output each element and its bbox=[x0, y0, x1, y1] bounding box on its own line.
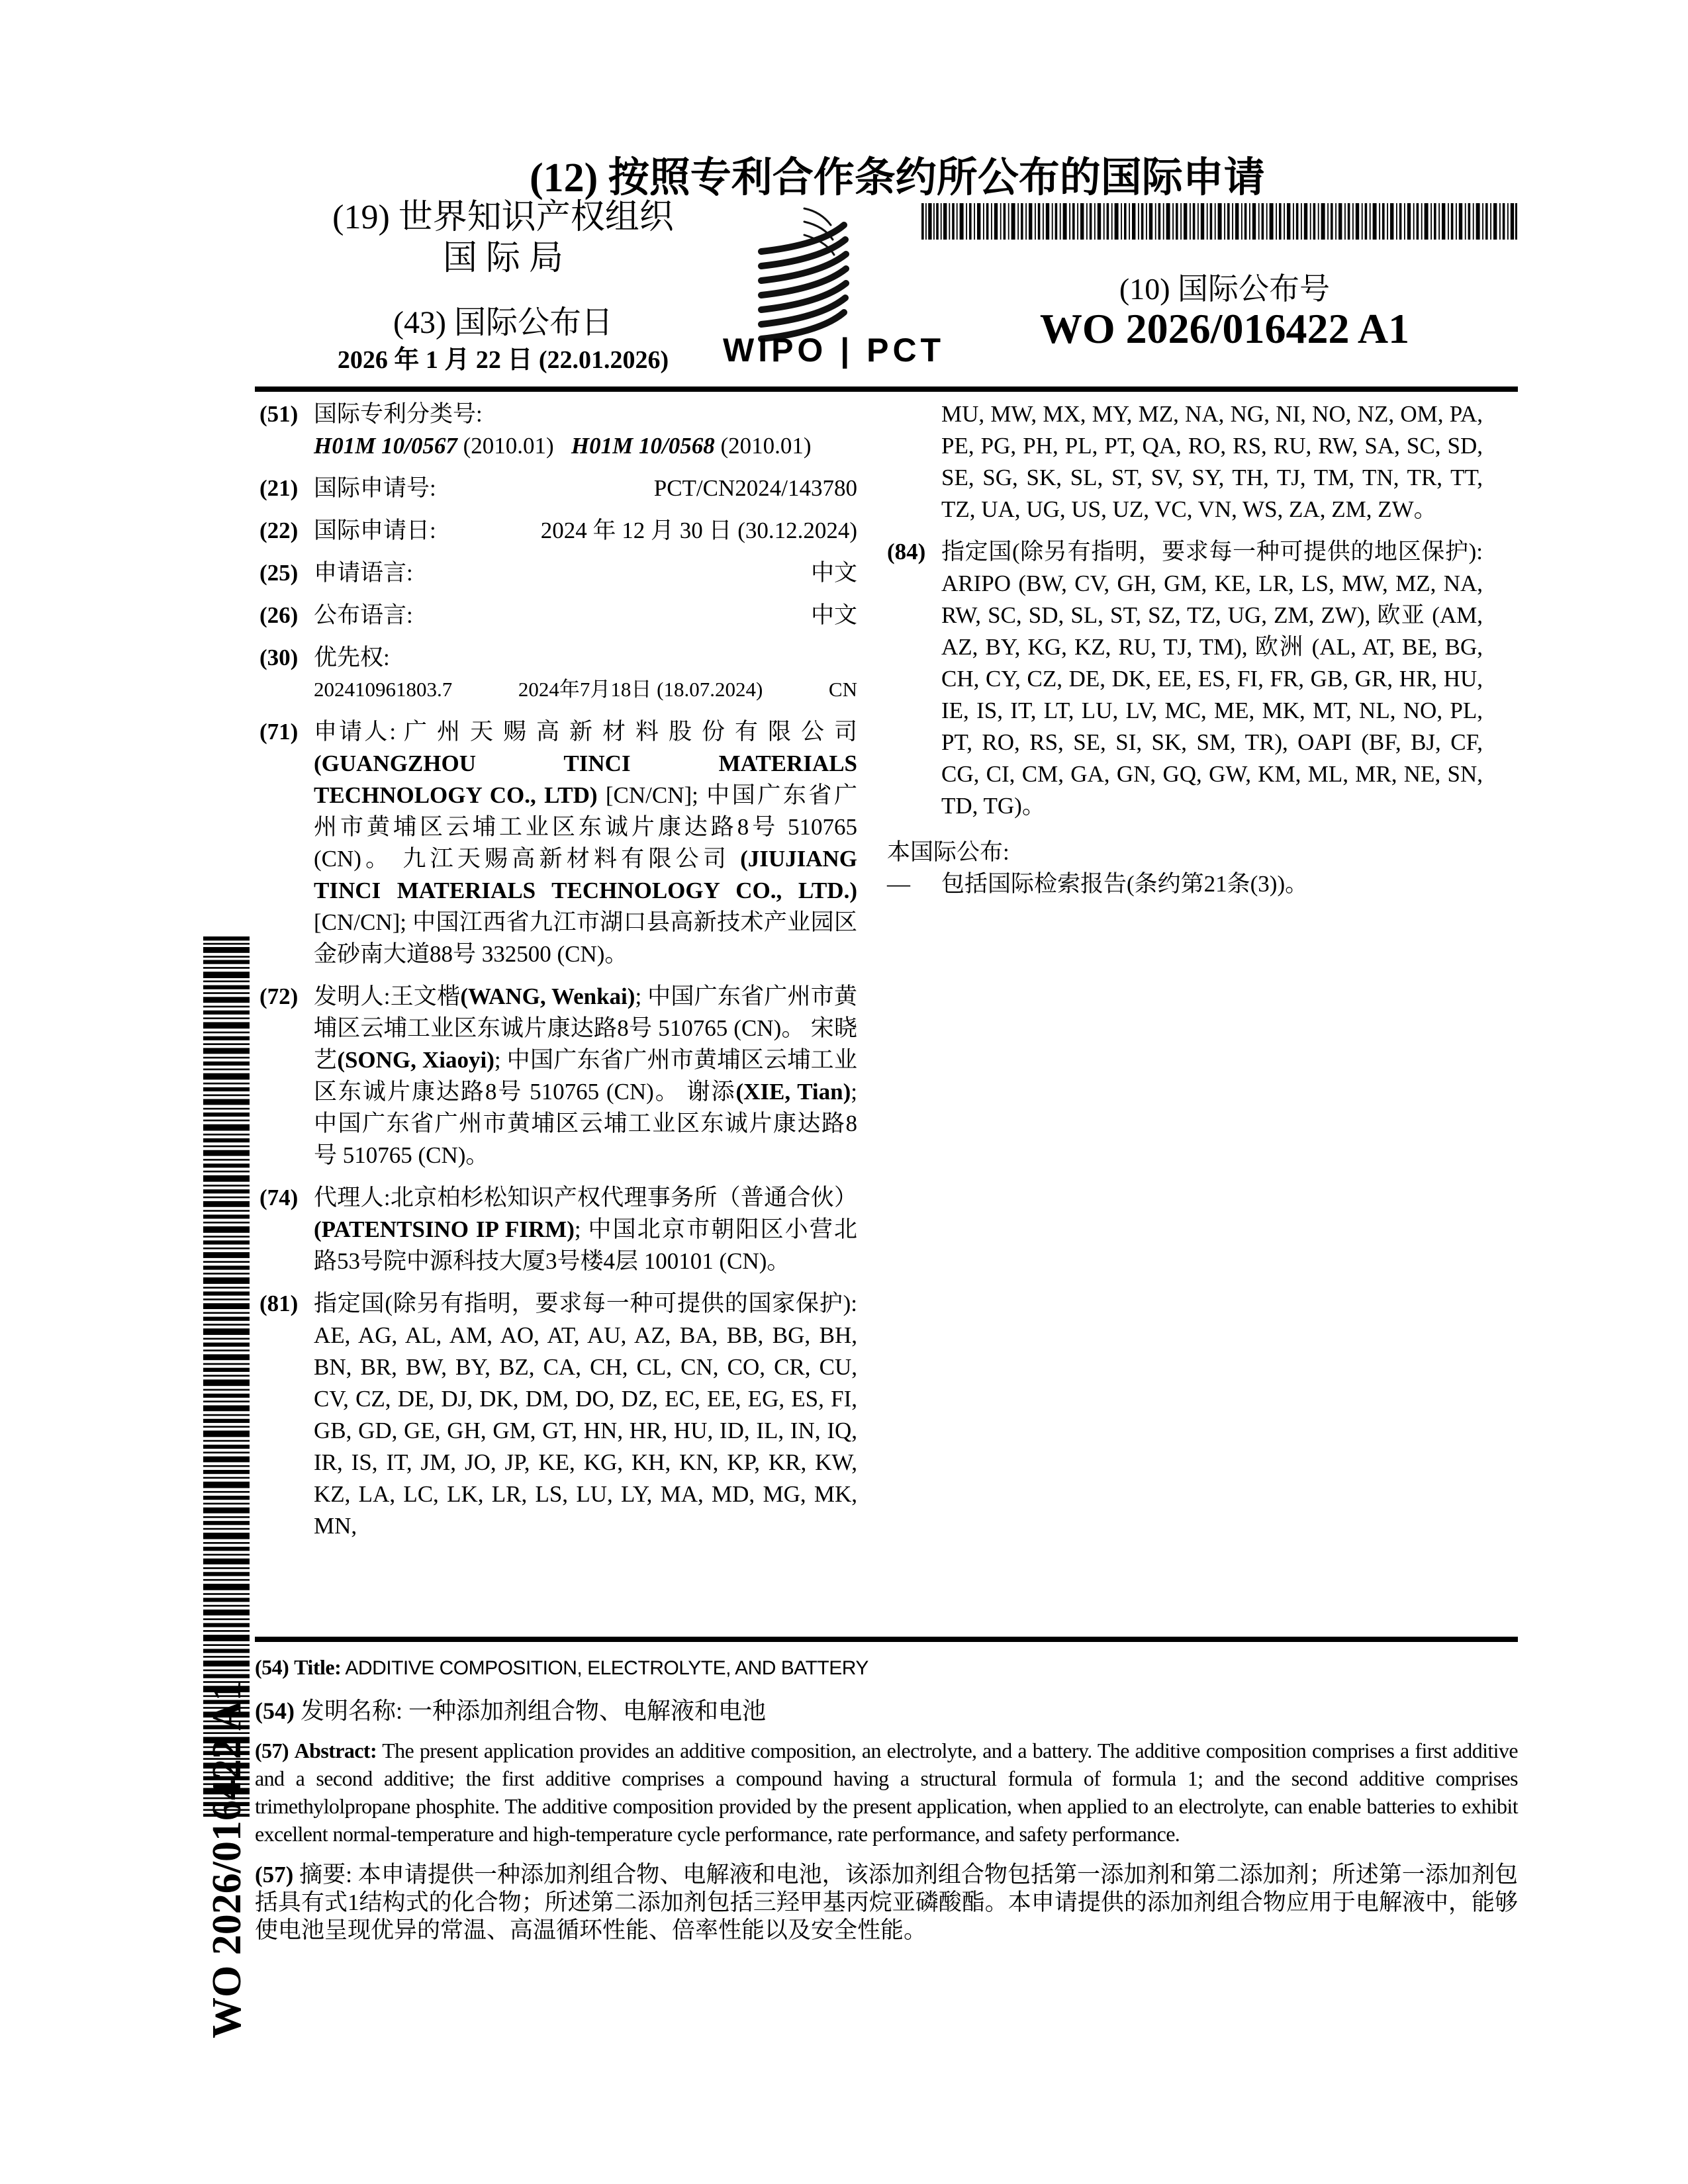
field-value: 中文 bbox=[810, 560, 857, 586]
inid-code: (72) bbox=[259, 983, 299, 1009]
inid-code: (84) bbox=[887, 539, 926, 565]
inid-code: (57) bbox=[255, 1862, 294, 1888]
field-label: 指定国(除另有指明，要求每一种可提供的地区保护): bbox=[941, 539, 1483, 565]
office-name: (19) 世界知识产权组织 bbox=[332, 199, 674, 236]
designated-states-list: AE, AG, AL, AM, AO, AT, AU, AZ, BA, BB, BG, BH, BN, BR, BW, BY, BZ, CA, CH, CL, CN, CO, CR, CU, CV, CZ, DE, DJ, DK, DM, DO, DZ, EC, EE, EG, ES, FI, GB, GD, GE, GH, GM, GT, HN, HR, HU, ID, IL, IN, IQ, IR, IS, IT, JM, JO, JP, KE, KG, KH, KN, KP, KR, KW, KZ, LA, LC, LK, LR, LS, LU, LY, MA, MD, MG, MK, MN, bbox=[314, 1322, 857, 1539]
publication-number-value: WO 2026/016422 A1 bbox=[1039, 305, 1410, 352]
field-label: 优先权: bbox=[314, 645, 390, 670]
ipc-class-2: H01M 10/0568 bbox=[571, 433, 715, 459]
publication-info-label: 本国际公布: bbox=[887, 839, 1009, 865]
biblio-right-column bbox=[887, 398, 1483, 900]
field-value: PCT/CN2024/143780 bbox=[653, 475, 857, 501]
field-label: 国际申请日: bbox=[314, 518, 436, 543]
title-chinese bbox=[255, 1697, 1518, 1725]
divider-bottom bbox=[255, 1637, 1518, 1642]
applicant-2-address: [CN/CN]; 中国江西省九江市湖口县高新技术产业园区金砂南大道88号 332500 (CN)。 bbox=[314, 909, 857, 967]
inventor-2-name-zh: 宋晓艺 bbox=[314, 1015, 858, 1073]
inid-code: (57) bbox=[255, 1739, 289, 1762]
inid-code: (22) bbox=[259, 518, 299, 543]
inventor-2-name-en: (SONG, Xiaoyi) bbox=[337, 1047, 494, 1073]
field-26-publication-language bbox=[259, 600, 857, 631]
inventor-3-name-en: (XIE, Tian) bbox=[735, 1079, 851, 1105]
inventor-3-name-zh: 谢添 bbox=[686, 1079, 736, 1105]
inid-code: (30) bbox=[259, 645, 299, 670]
inventor-3-address: ; 中国广东省广州市黄埔区云埔工业区东诚片康达路8号 510765 (CN)。 bbox=[314, 1079, 857, 1168]
title-label: Title: bbox=[294, 1655, 342, 1679]
field-30-priority bbox=[259, 642, 857, 705]
field-71-applicants bbox=[259, 716, 857, 970]
abstract-label: 摘要: bbox=[299, 1862, 352, 1888]
field-value: 中文 bbox=[810, 602, 857, 628]
barcode-top-icon bbox=[921, 203, 1517, 240]
inid-code: (54) bbox=[255, 1655, 289, 1679]
inid-code: (71) bbox=[259, 719, 299, 745]
title-text: 一种添加剂组合物、电解液和电池 bbox=[408, 1698, 767, 1724]
ipc-values bbox=[314, 430, 857, 462]
office-bureau: 国 际 局 bbox=[442, 240, 563, 277]
applicant-2-name-zh: 九江天赐高新材料有限公司 bbox=[402, 846, 731, 872]
inid-code: (81) bbox=[259, 1291, 299, 1316]
field-22-filing-date bbox=[259, 515, 857, 547]
inventor-1-name-zh: 王文楷 bbox=[390, 983, 461, 1009]
field-label: 国际申请号: bbox=[314, 475, 436, 501]
divider-top bbox=[255, 387, 1518, 392]
agent-name-en: (PATENTSINO IP FIRM) bbox=[314, 1216, 575, 1242]
publication-number-label: (10) 国际公布号 bbox=[1119, 272, 1331, 306]
title-text: ADDITIVE COMPOSITION, ELECTROLYTE, AND BATTERY bbox=[345, 1657, 868, 1679]
inventor-1-address: ; 中国广东省广州市黄埔区云埔工业区东诚片康达路8号 510765 (CN)。 bbox=[314, 983, 857, 1041]
field-51-ipc bbox=[259, 398, 857, 462]
field-21-application-number bbox=[259, 473, 857, 504]
publication-date-label: (43) 国际公布日 bbox=[393, 305, 613, 340]
field-25-filing-language bbox=[259, 557, 857, 589]
title-label: 发明名称: bbox=[300, 1698, 402, 1724]
publication-info-item bbox=[887, 868, 1483, 900]
wipo-pct-wordmark: WIPO | PCT bbox=[723, 332, 945, 369]
dash-bullet: — bbox=[887, 871, 910, 897]
priority-row bbox=[314, 674, 857, 705]
vertical-publication-number: WO 2026/016422 A1 bbox=[205, 1680, 250, 2038]
inventor-1-name-en: (WANG, Wenkai) bbox=[460, 983, 635, 1009]
field-value: 2024 年 12 月 30 日 (30.12.2024) bbox=[540, 518, 857, 543]
priority-date: 2024年7月18日 (18.07.2024) bbox=[518, 678, 763, 701]
regional-states-list: ARIPO (BW, CV, GH, GM, KE, LR, LS, MW, MZ, NA, RW, SC, SD, SL, ST, SZ, TZ, UG, ZM, ZW), 欧亚 (AM, AZ, BY, KG, KZ, RU, TJ, TM), 欧洲 (AL, AT, BE, BG, CH, CY, CZ, DE, DK, EE, ES, FI, FR, GB, GR, HR, HU, IE, IS, IT, LT, LU, LV, MC, ME, MK, MT, NL, NO, PL, PT, RO, RS, SE, SI, SK, SM, TR), OAPI (BF, BJ, CF, CG, CI, CM, GA, GN, GQ, GW, KM, ML, MR, NE, SN, TD, TG)。 bbox=[941, 570, 1483, 819]
ipc-class-1: H01M 10/0567 bbox=[314, 433, 457, 459]
inid-code: (54) bbox=[255, 1698, 295, 1724]
ipc-version-1: (2010.01) bbox=[463, 433, 554, 459]
inid-code: (51) bbox=[259, 401, 299, 427]
applicant-1-name-en: (GUANGZHOU TINCI MATERIALS TECHNOLOGY CO., LTD) bbox=[314, 751, 857, 808]
title-english bbox=[255, 1653, 1518, 1682]
inventor-2-address: ; 中国广东省广州市黄埔区云埔工业区东诚片康达路8号 510765 (CN)。 bbox=[314, 1047, 857, 1105]
abstract-text: 本申请提供一种添加剂组合物、电解液和电池，该添加剂组合物包括第一添加剂和第二添加剂；所述第一添加剂包括具有式1结构式的化合物；所述第二添加剂包括三羟甲基丙烷亚磷酸酯。本申请提供的添加剂组合物应用于电解液中，能够使电池呈现优异的常温、高温循环性能、倍率性能以及安全性能。 bbox=[255, 1862, 1518, 1943]
field-label: 国际专利分类号: bbox=[314, 401, 483, 427]
inid-code: (21) bbox=[259, 475, 299, 501]
agent-name-zh: 北京柏杉松知识产权代理事务所（普通合伙） bbox=[390, 1185, 857, 1210]
field-81-designated-states bbox=[259, 1288, 857, 1542]
office-block bbox=[324, 197, 682, 279]
abstract-english bbox=[255, 1737, 1518, 1848]
field-label: 公布语言: bbox=[314, 602, 413, 628]
field-label: 代理人: bbox=[314, 1185, 391, 1210]
inid-code: (25) bbox=[259, 560, 299, 586]
field-label: 指定国(除另有指明，要求每一种可提供的国家保护): bbox=[314, 1291, 857, 1316]
field-72-inventors bbox=[259, 981, 857, 1171]
field-84-designated-regions bbox=[887, 536, 1483, 822]
abstract-chinese bbox=[255, 1861, 1518, 1944]
applicant-2-name-en: (JIUJIANG TINCI MATERIALS TECHNOLOGY CO., LTD.) bbox=[314, 846, 858, 903]
ipc-version-2: (2010.01) bbox=[720, 433, 812, 459]
designated-states-continued: MU, MW, MX, MY, MZ, NA, NG, NI, NO, NZ, OM, PA, PE, PG, PH, PL, PT, QA, RO, RS, RU, RW, SA, SC, SD, SE, SG, SK, SL, ST, SV, SY, TH, TJ, TM, TN, TR, TT, TZ, UA, UG, US, UZ, VC, VN, WS, ZA, ZM, ZW。 bbox=[941, 401, 1483, 522]
agent-address: ; 中国北京市朝阳区小营北路53号院中源科技大厦3号楼4层 100101 (CN)。 bbox=[314, 1216, 858, 1274]
priority-country: CN bbox=[828, 678, 857, 701]
publication-date-value: 2026 年 1 月 22 日 (22.01.2026) bbox=[337, 346, 669, 374]
field-74-agent bbox=[259, 1182, 857, 1277]
field-label: 申请人: bbox=[314, 719, 397, 745]
field-label: 申请语言: bbox=[314, 560, 413, 586]
doc-kind-text: (12) 按照专利合作条约所公布的国际申请 bbox=[530, 156, 1265, 201]
abstract-label: Abstract: bbox=[294, 1739, 377, 1762]
field-label: 发明人: bbox=[314, 983, 391, 1009]
search-report-note: 包括国际检索报告(条约第21条(3))。 bbox=[941, 871, 1309, 897]
inid-code: (26) bbox=[259, 602, 299, 628]
publication-info bbox=[887, 837, 1483, 900]
title-abstract-section bbox=[255, 1653, 1518, 1944]
abstract-text: The present application provides an additive composition, an electrolyte, and a battery. The additive composition comprises a first additive and a second additive; the first additive comprises a compound having a structural formula of formula 1; and the second additive comprises trimethylolpropane phosphite. The additive composition provided by the present application, when applied to an electrolyte, can enable batteries to exhibit excellent normal-temperature and high-temperature cycle performance, rate performance, and safety performance. bbox=[255, 1739, 1518, 1846]
inid-code: (74) bbox=[259, 1185, 299, 1210]
applicant-1-name-zh: 广 州 天 赐 高 新 材 料 股 份 有 限 公 司 bbox=[403, 719, 857, 745]
biblio-left-column bbox=[259, 398, 857, 1553]
applicant-1-address: [CN/CN]; 中国广东省广州市黄埔区云埔工业区东诚片康达路8号 510765 (CN)。 bbox=[314, 782, 858, 872]
priority-number: 202410961803.7 bbox=[314, 678, 453, 701]
